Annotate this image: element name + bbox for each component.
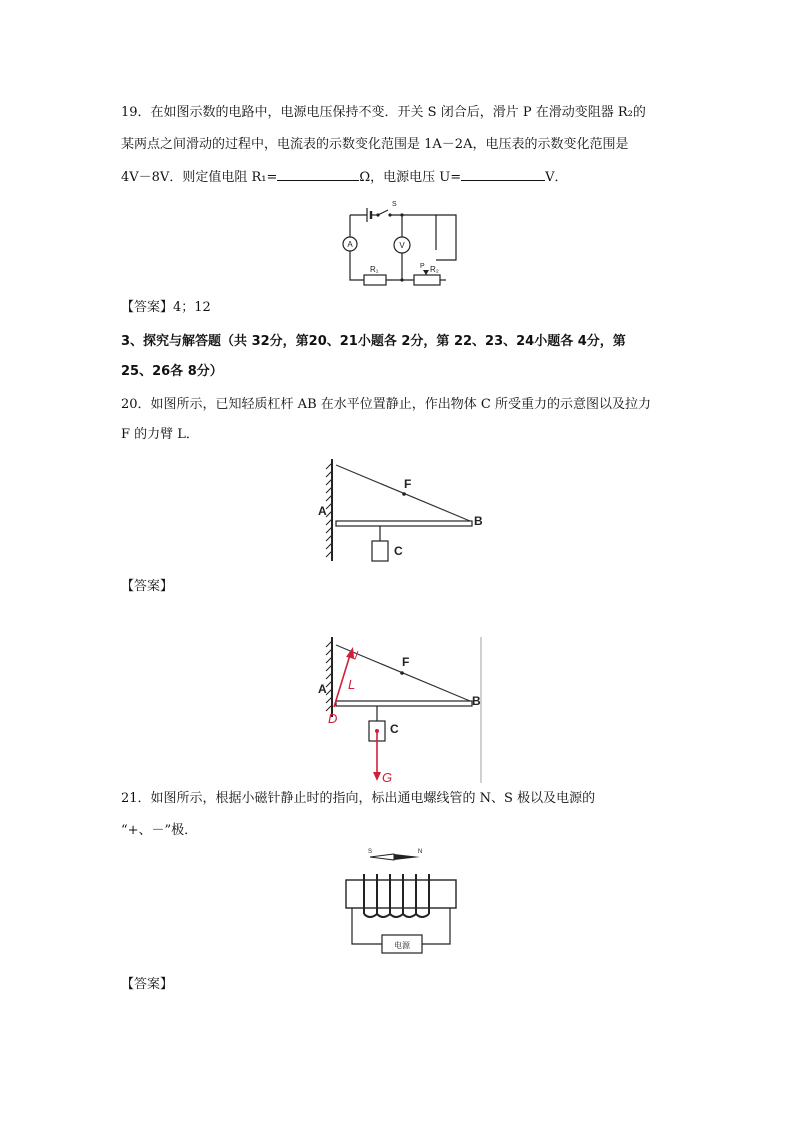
point-a-label: A	[318, 682, 327, 696]
point-b-label: B	[474, 514, 483, 528]
q21-answer: 【答案】	[121, 977, 174, 992]
q21-line-1: 21．如图所示，根据小磁针静止时的指向，标出通电螺线管的 N、S 极以及电源的	[121, 791, 596, 806]
q19-line-3	[121, 166, 568, 187]
q19-line-2: 某两点之间滑动的过程中，电流表的示数变化范围是 1A－2A，电压表的示数变化范围是	[121, 137, 629, 152]
point-d-label: D	[328, 711, 338, 726]
q20-answer: 【答案】	[121, 579, 174, 594]
gravity-g-label: G	[382, 770, 393, 785]
lever-diagram	[310, 455, 490, 567]
force-f-label: F	[402, 655, 410, 669]
voltmeter-label: V	[399, 241, 405, 250]
switch-label: S	[392, 201, 397, 208]
q20-line-2: F 的力臂 L．	[121, 427, 199, 442]
section-3-heading-line-2: 25、26各 8分）	[121, 364, 223, 379]
slider-label: P	[420, 263, 425, 270]
r1-label: R₁	[370, 265, 379, 274]
q19-line-1: 19．在如图示数的电路中，电源电压保持不变．开关 S 闭合后，滑片 P 在滑动变阻器 R₂的	[121, 105, 646, 120]
circuit-diagram	[338, 198, 458, 288]
q19-line-3-start: 4V－8V．则定值电阻 R₁=	[121, 170, 278, 185]
ammeter-label: A	[347, 240, 353, 249]
object-c-label: C	[394, 544, 403, 558]
needle-s-label: S	[368, 849, 373, 855]
r1-answer-blank[interactable]	[277, 166, 359, 181]
q20-line-1: 20．如图所示，已知轻质杠杆 AB 在水平位置静止，作出物体 C 所受重力的示意图以及拉力	[121, 397, 651, 412]
power-source-label: 电源	[394, 941, 410, 950]
solenoid-diagram	[338, 847, 464, 967]
q19-line-3-mid: Ω，电源电压 U=	[359, 170, 462, 185]
object-c-label: C	[390, 722, 399, 736]
lever-answer-diagram	[310, 633, 490, 785]
arm-l-label: L	[348, 677, 356, 692]
q21-line-2: “+、－”极．	[121, 823, 198, 838]
needle-n-label: N	[418, 849, 423, 855]
u-answer-blank[interactable]	[461, 166, 545, 181]
r2-label: R₂	[430, 265, 439, 274]
point-b-label: B	[472, 694, 481, 708]
q19-line-3-end: V．	[545, 170, 568, 185]
section-3-heading-line-1: 3、探究与解答题（共 32分，第20、21小题各 2分，第 22、23、24小题各 4分，第	[121, 334, 626, 349]
q19-answer: 【答案】4；12	[121, 300, 211, 315]
force-f-label: F	[404, 477, 412, 491]
point-a-label: A	[318, 504, 327, 518]
